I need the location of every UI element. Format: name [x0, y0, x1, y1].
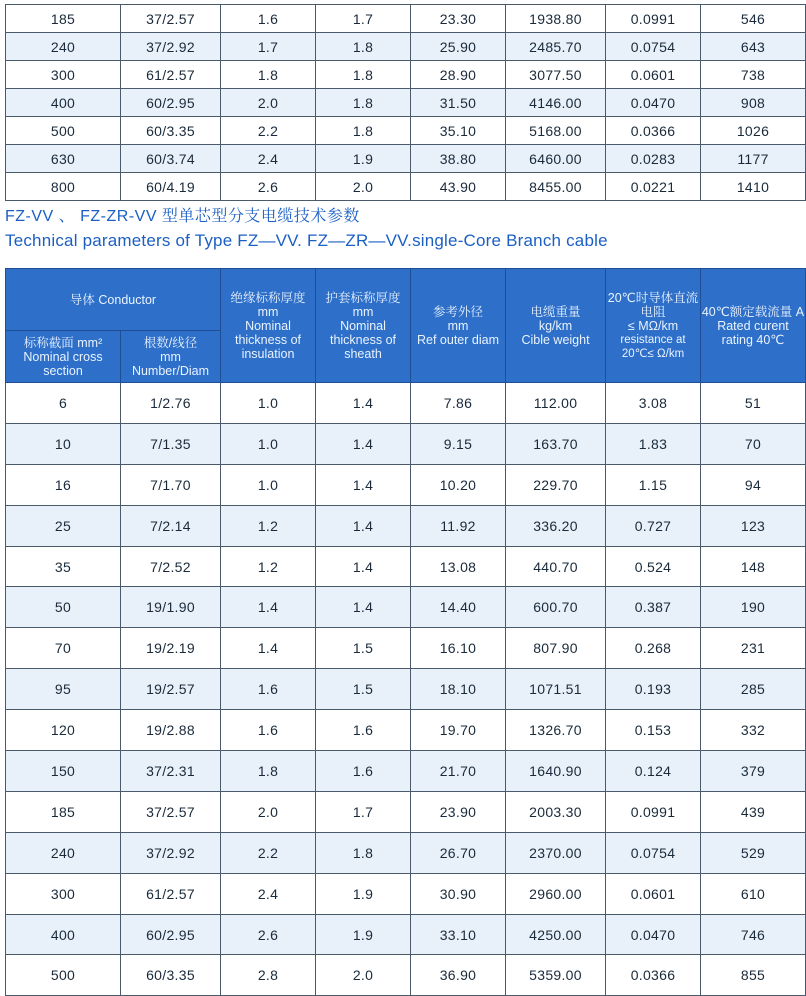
- table-cell: 19.70: [411, 710, 506, 751]
- table-row: [6, 145, 806, 173]
- table-cell: 440.70: [506, 546, 606, 587]
- table-cell: 163.70: [506, 423, 606, 464]
- table-cell: 1.8: [316, 89, 411, 117]
- table-cell: 529: [701, 832, 806, 873]
- table-cell: 1640.90: [506, 751, 606, 792]
- table-cell: 28.90: [411, 61, 506, 89]
- table-cell: 2.6: [221, 914, 316, 955]
- table-cell: 1.4: [316, 464, 411, 505]
- table-cell: 1.7: [316, 791, 411, 832]
- table-row: [6, 546, 806, 587]
- table-cell: 300: [6, 873, 121, 914]
- table-cell: 1.9: [316, 873, 411, 914]
- header-resistance-unit: ≤ MΩ/km: [627, 318, 679, 333]
- table-cell: 630: [6, 145, 121, 173]
- table-cell: 643: [701, 33, 806, 61]
- table-cell: 1.0: [221, 383, 316, 424]
- header-outer-diameter: [411, 269, 506, 383]
- table-cell: 10: [6, 423, 121, 464]
- table-cell: 1.6: [316, 710, 411, 751]
- table-cell: 7/1.70: [121, 464, 221, 505]
- header-cross-section-cn: 标称截面 mm²: [23, 335, 103, 350]
- table-cell: 7/1.35: [121, 423, 221, 464]
- table-cell: 2.4: [221, 873, 316, 914]
- table-cell: 4250.00: [506, 914, 606, 955]
- table-cell: 400: [6, 89, 121, 117]
- header-number-cn: 根数/线径: [143, 335, 198, 350]
- table-cell: 0.153: [606, 710, 701, 751]
- table-cell: 1.8: [316, 61, 411, 89]
- table-row: [6, 669, 806, 710]
- table-cell: 14.40: [411, 587, 506, 628]
- header-weight-en: Cible weight: [521, 332, 590, 347]
- table-row: [6, 423, 806, 464]
- table-row: [6, 505, 806, 546]
- table-cell: 1.4: [316, 383, 411, 424]
- table-cell: 19/2.57: [121, 669, 221, 710]
- table-cell: 11.92: [411, 505, 506, 546]
- table-cell: 7/2.14: [121, 505, 221, 546]
- table-row: [6, 173, 806, 201]
- table-cell: 50: [6, 587, 121, 628]
- table-cell: 2960.00: [506, 873, 606, 914]
- header-insulation: [221, 269, 316, 383]
- table-cell: 1.5: [316, 669, 411, 710]
- table-cell: 23.90: [411, 791, 506, 832]
- table-row: [6, 914, 806, 955]
- table-cell: 31.50: [411, 89, 506, 117]
- table-cell: 1.4: [221, 628, 316, 669]
- header-resistance-en: resistance at 20℃≤ Ω/km: [620, 333, 686, 360]
- table-cell: 0.0754: [606, 832, 701, 873]
- table-cell: 1.0: [221, 464, 316, 505]
- heading-english: Technical parameters of Type FZ—VV. FZ—ZR—VV.single-Core Branch cable: [5, 231, 608, 250]
- header-sheath-cn: 护套标称厚度 mm: [325, 290, 401, 319]
- table-cell: 0.124: [606, 751, 701, 792]
- table-cell: 240: [6, 832, 121, 873]
- header-sheath-en: Nominal thickness of sheath: [329, 318, 396, 361]
- table-row: [6, 628, 806, 669]
- table-row: [6, 33, 806, 61]
- table-row: [6, 383, 806, 424]
- table-row: [6, 751, 806, 792]
- table-cell: 7/2.52: [121, 546, 221, 587]
- table-cell: 38.80: [411, 145, 506, 173]
- header-weight: [506, 269, 606, 383]
- table-cell: 240: [6, 33, 121, 61]
- table-cell: 746: [701, 914, 806, 955]
- table-cell: 231: [701, 628, 806, 669]
- table-cell: 60/3.35: [121, 955, 221, 996]
- table-cell: 9.15: [411, 423, 506, 464]
- table-cell: 150: [6, 751, 121, 792]
- table-cell: 2.2: [221, 832, 316, 873]
- table-cell: 0.0601: [606, 61, 701, 89]
- table-cell: 2.6: [221, 173, 316, 201]
- table-cell: 0.0470: [606, 914, 701, 955]
- table-row: [6, 464, 806, 505]
- table-cell: 546: [701, 5, 806, 33]
- table-cell: 1938.80: [506, 5, 606, 33]
- main-spec-table-body: [6, 383, 806, 996]
- table-cell: 112.00: [506, 383, 606, 424]
- table-cell: 16.10: [411, 628, 506, 669]
- table-cell: 1.8: [316, 33, 411, 61]
- table-cell: 37/2.57: [121, 791, 221, 832]
- table-cell: 1.8: [316, 117, 411, 145]
- table-cell: 807.90: [506, 628, 606, 669]
- table-row: [6, 710, 806, 751]
- top-spec-table-body: [6, 5, 806, 201]
- table-cell: 1.6: [221, 5, 316, 33]
- table-cell: 500: [6, 955, 121, 996]
- table-row: [6, 587, 806, 628]
- header-outer-cn: 参考外径: [432, 304, 483, 319]
- heading-chinese: FZ-VV 、 FZ-ZR-VV 型单芯型分支电缆技术参数: [5, 208, 360, 225]
- table-cell: 1177: [701, 145, 806, 173]
- table-cell: 1.8: [221, 751, 316, 792]
- table-row: [6, 117, 806, 145]
- table-cell: 33.10: [411, 914, 506, 955]
- table-cell: 30.90: [411, 873, 506, 914]
- table-cell: 2.8: [221, 955, 316, 996]
- table-cell: 332: [701, 710, 806, 751]
- table-cell: 1326.70: [506, 710, 606, 751]
- table-cell: 60/4.19: [121, 173, 221, 201]
- table-row: [6, 955, 806, 996]
- table-cell: 1071.51: [506, 669, 606, 710]
- table-cell: 19/1.90: [121, 587, 221, 628]
- table-cell: 0.727: [606, 505, 701, 546]
- table-cell: 148: [701, 546, 806, 587]
- table-cell: 61/2.57: [121, 873, 221, 914]
- table-cell: 2.2: [221, 117, 316, 145]
- table-row: [6, 832, 806, 873]
- table-cell: 1.83: [606, 423, 701, 464]
- main-spec-table: [5, 268, 806, 996]
- table-cell: 8455.00: [506, 173, 606, 201]
- table-cell: 61/2.57: [121, 61, 221, 89]
- header-conductor: 导体 Conductor: [6, 269, 221, 331]
- table-row: [6, 89, 806, 117]
- table-cell: 51: [701, 383, 806, 424]
- table-cell: 300: [6, 61, 121, 89]
- table-cell: 2.0: [221, 791, 316, 832]
- table-cell: 36.90: [411, 955, 506, 996]
- table-cell: 19/2.19: [121, 628, 221, 669]
- table-cell: 1.8: [221, 61, 316, 89]
- table-cell: 0.387: [606, 587, 701, 628]
- table-cell: 0.0754: [606, 33, 701, 61]
- table-cell: 120: [6, 710, 121, 751]
- table-cell: 37/2.57: [121, 5, 221, 33]
- table-cell: 229.70: [506, 464, 606, 505]
- table-cell: 60/2.95: [121, 89, 221, 117]
- table-cell: 60/2.95: [121, 914, 221, 955]
- table-cell: 26.70: [411, 832, 506, 873]
- table-cell: 5359.00: [506, 955, 606, 996]
- table-cell: 25.90: [411, 33, 506, 61]
- table-cell: 25: [6, 505, 121, 546]
- header-number-diam: [121, 331, 221, 383]
- table-cell: 60/3.35: [121, 117, 221, 145]
- table-cell: 1.9: [316, 914, 411, 955]
- table-cell: 37/2.92: [121, 33, 221, 61]
- header-cross-section: [6, 331, 121, 383]
- table-cell: 35.10: [411, 117, 506, 145]
- header-cross-section-en: Nominal cross section: [23, 349, 103, 378]
- table-cell: 19/2.88: [121, 710, 221, 751]
- table-cell: 2370.00: [506, 832, 606, 873]
- table-cell: 190: [701, 587, 806, 628]
- table-cell: 0.0601: [606, 873, 701, 914]
- table-cell: 60/3.74: [121, 145, 221, 173]
- table-cell: 6: [6, 383, 121, 424]
- table-cell: 600.70: [506, 587, 606, 628]
- header-current-cn: 40℃额定载流量 A: [701, 304, 805, 319]
- header-current-en: Rated curent rating 40℃: [717, 318, 789, 347]
- header-insulation-cn: 绝缘标称厚度 mm: [230, 290, 306, 319]
- table-cell: 1.4: [316, 587, 411, 628]
- table-cell: 18.10: [411, 669, 506, 710]
- table-cell: 10.20: [411, 464, 506, 505]
- table-cell: 738: [701, 61, 806, 89]
- table-cell: 94: [701, 464, 806, 505]
- table-cell: 23.30: [411, 5, 506, 33]
- table-cell: 0.0991: [606, 5, 701, 33]
- table-cell: 70: [701, 423, 806, 464]
- table-cell: 2.0: [316, 173, 411, 201]
- table-cell: 13.08: [411, 546, 506, 587]
- table-cell: 3077.50: [506, 61, 606, 89]
- table-row: [6, 61, 806, 89]
- header-weight-cn: 电缆重量: [530, 304, 581, 319]
- table-cell: 1.4: [316, 546, 411, 587]
- table-cell: 16: [6, 464, 121, 505]
- table-cell: 800: [6, 173, 121, 201]
- table-cell: 0.524: [606, 546, 701, 587]
- table-cell: 1.4: [316, 423, 411, 464]
- table-cell: 1.8: [316, 832, 411, 873]
- table-cell: 1.4: [316, 505, 411, 546]
- table-cell: 21.70: [411, 751, 506, 792]
- table-cell: 400: [6, 914, 121, 955]
- table-cell: 2.0: [316, 955, 411, 996]
- table-row: [6, 873, 806, 914]
- table-cell: 1.7: [316, 5, 411, 33]
- table-cell: 1.6: [221, 669, 316, 710]
- table-cell: 4146.00: [506, 89, 606, 117]
- table-cell: 1.5: [316, 628, 411, 669]
- table-cell: 336.20: [506, 505, 606, 546]
- main-spec-table-header: [6, 269, 806, 383]
- table-cell: 123: [701, 505, 806, 546]
- header-number-en: Number/Diam: [131, 363, 210, 378]
- table-cell: 37/2.31: [121, 751, 221, 792]
- table-cell: 1.0: [221, 423, 316, 464]
- table-row: [6, 5, 806, 33]
- table-cell: 0.0366: [606, 117, 701, 145]
- header-current-rating: [701, 269, 806, 383]
- table-cell: 185: [6, 5, 121, 33]
- table-cell: 1.7: [221, 33, 316, 61]
- top-spec-table: [5, 4, 806, 201]
- header-number-unit: mm: [160, 349, 181, 364]
- table-cell: 1410: [701, 173, 806, 201]
- table-cell: 95: [6, 669, 121, 710]
- table-cell: 35: [6, 546, 121, 587]
- table-cell: 610: [701, 873, 806, 914]
- table-cell: 0.0366: [606, 955, 701, 996]
- table-cell: 2485.70: [506, 33, 606, 61]
- table-cell: 2003.30: [506, 791, 606, 832]
- table-cell: 0.0991: [606, 791, 701, 832]
- table-cell: 6460.00: [506, 145, 606, 173]
- table-cell: 0.268: [606, 628, 701, 669]
- table-cell: 439: [701, 791, 806, 832]
- table-cell: 70: [6, 628, 121, 669]
- table-cell: 1.9: [316, 145, 411, 173]
- table-cell: 37/2.92: [121, 832, 221, 873]
- table-cell: 0.0283: [606, 145, 701, 173]
- header-resistance-cn: 20℃时导体直流电阻: [607, 290, 699, 319]
- table-cell: 2.0: [221, 89, 316, 117]
- table-cell: 500: [6, 117, 121, 145]
- table-cell: 43.90: [411, 173, 506, 201]
- table-cell: 3.08: [606, 383, 701, 424]
- table-cell: 1.6: [221, 710, 316, 751]
- table-row: [6, 791, 806, 832]
- table-cell: 1.15: [606, 464, 701, 505]
- table-cell: 1026: [701, 117, 806, 145]
- header-outer-unit: mm: [447, 318, 469, 333]
- table-cell: 1.2: [221, 505, 316, 546]
- table-cell: 379: [701, 751, 806, 792]
- header-outer-en: Ref outer diam: [417, 332, 499, 347]
- header-resistance: [606, 269, 701, 383]
- table-cell: 1.2: [221, 546, 316, 587]
- table-cell: 1/2.76: [121, 383, 221, 424]
- table-cell: 7.86: [411, 383, 506, 424]
- table-cell: 2.4: [221, 145, 316, 173]
- header-sheath: [316, 269, 411, 383]
- table-cell: 5168.00: [506, 117, 606, 145]
- header-weight-unit: kg/km: [538, 318, 573, 333]
- table-cell: 185: [6, 791, 121, 832]
- table-cell: 285: [701, 669, 806, 710]
- table-cell: 0.0470: [606, 89, 701, 117]
- table-cell: 0.0221: [606, 173, 701, 201]
- header-insulation-en: Nominal thickness of insulation: [234, 318, 301, 361]
- table-cell: 908: [701, 89, 806, 117]
- table-cell: 1.6: [316, 751, 411, 792]
- table-cell: 855: [701, 955, 806, 996]
- table-cell: 1.4: [221, 587, 316, 628]
- table-cell: 0.193: [606, 669, 701, 710]
